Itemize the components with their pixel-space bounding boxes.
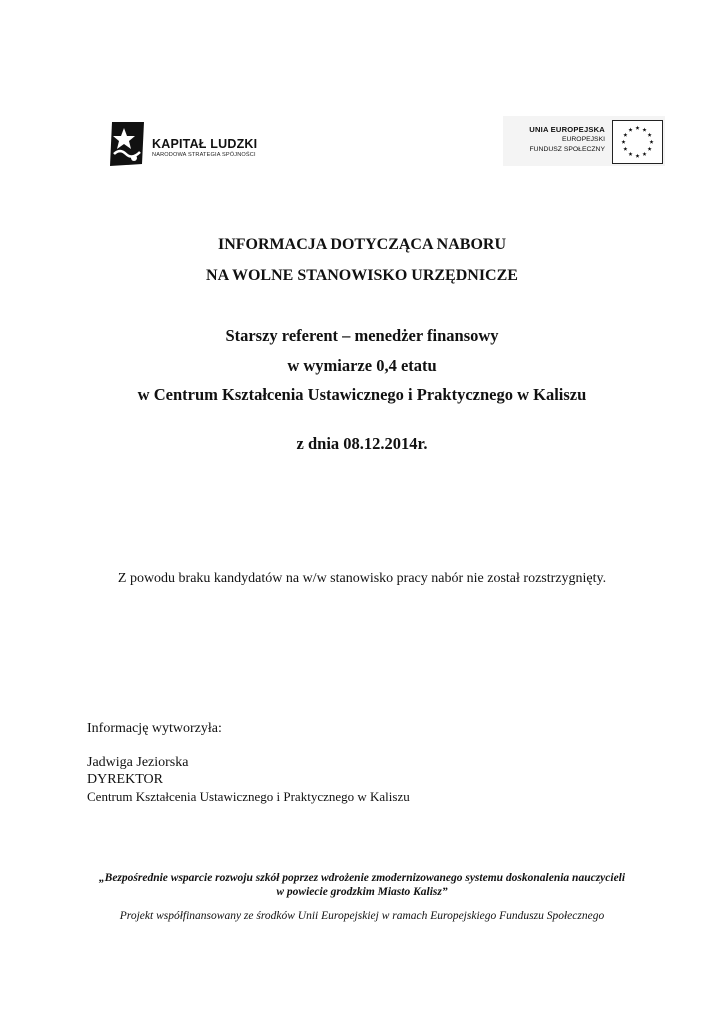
eu-star-icon xyxy=(642,128,646,132)
eu-star-icon xyxy=(628,152,632,156)
eu-star-icon xyxy=(635,126,639,130)
eu-logo-text xyxy=(529,125,605,155)
project-title-line-1: „Bezpośrednie wsparcie rozwoju szkół poprzez wdrożenie zmodernizowanego systemu doskonalenia nauczycieli xyxy=(98,872,626,884)
position-institution: w Centrum Kształcenia Ustawicznego i Praktycznego w Kaliszu xyxy=(137,385,587,404)
kapital-ludzki-emblem-icon xyxy=(106,118,150,170)
kapital-ludzki-subtitle: NARODOWA STRATEGIA SPÓJNOŚCI xyxy=(152,152,256,158)
kapital-ludzki-logo xyxy=(106,118,266,170)
signer-name: Jadwiga Jeziorska xyxy=(87,755,189,770)
eu-star-icon xyxy=(649,140,653,144)
kapital-ludzki-title: KAPITAŁ LUDZKI xyxy=(152,137,258,151)
eu-flag-icon xyxy=(612,120,663,164)
position-title: Starszy referent – menedżer finansowy xyxy=(225,326,499,345)
signer-institution: Centrum Kształcenia Ustawicznego i Praktycznego w Kaliszu xyxy=(87,789,410,804)
eu-star-icon xyxy=(648,133,652,137)
project-title-line-2: w powiecie grodzkim Miasto Kalisz” xyxy=(276,886,448,898)
eu-line-1: UNIA EUROPEJSKA xyxy=(529,125,605,134)
heading-line-2: NA WOLNE STANOWISKO URZĘDNICZE xyxy=(206,267,518,284)
eu-star-icon xyxy=(642,152,646,156)
eu-star-icon xyxy=(648,147,652,151)
eu-star-icon xyxy=(621,140,625,144)
position-extent: w wymiarze 0,4 etatu xyxy=(287,356,437,375)
prepared-by-label: Informację wytworzyła: xyxy=(87,721,222,736)
eu-star-icon xyxy=(623,133,627,137)
eu-star-icon xyxy=(635,154,639,158)
heading-line-1: INFORMACJA DOTYCZĄCA NABORU xyxy=(217,236,506,253)
eu-star-icon xyxy=(628,128,632,132)
notice-text: Z powodu braku kandydatów na w/w stanowisko pracy nabór nie został rozstrzygnięty. xyxy=(117,571,607,586)
signer-role: DYREKTOR xyxy=(87,772,163,787)
eu-line-2: EUROPEJSKI xyxy=(561,136,605,143)
eu-star-icon xyxy=(623,147,627,151)
document-date: z dnia 08.12.2014r. xyxy=(296,434,428,453)
eu-logo xyxy=(503,116,665,166)
eu-line-3: FUNDUSZ SPOŁECZNY xyxy=(529,146,605,153)
funding-note: Projekt współfinansowany ze środków Unii Europejskiej w ramach Europejskiego Funduszu Społecznego xyxy=(119,910,605,922)
